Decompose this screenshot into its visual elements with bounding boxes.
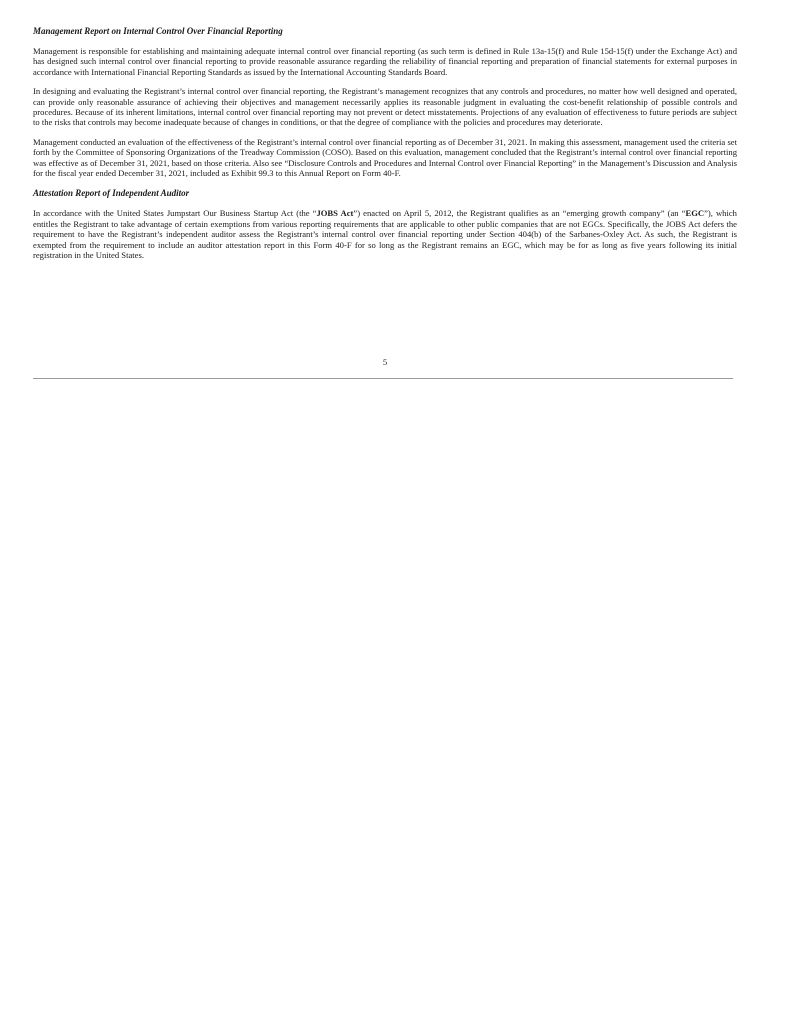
jobs-text-part3: ”), which entitles the Registrant to take advantage of certain exemptions from various reporting requirements that are applicable to other public companies that are not EGCs. Specifically, the JOBS Act defers the requirement to have the Registrant’s independent auditor assess the Registrant’s internal control over financial reporting under Section 404(b) of the Sarbanes-Oxley Act. As such, the Registrant is exempted from the requirement to include an auditor attestation report in this Form 40-F for so long as the Registrant remains an EGC, which may be for as long as five years following its initial registration in the United States. bbox=[33, 208, 737, 261]
section-heading-management-report: Management Report on Internal Control Over Financial Reporting bbox=[33, 26, 283, 36]
paragraph-management-responsibility: Management is responsible for establishing and maintaining adequate internal control over financial reporting (as such term is defined in Rule 13a-15(f) and Rule 15d-15(f) under the Exchange Act) and has designed such internal control over financial reporting to provide reasonable assurance regarding the reliability of financial reporting and preparation of financial statements for external purposes in accordance with International Financial Reporting Standards as issued by the International Accounting Standards Board. bbox=[33, 46, 737, 77]
page-number: 5 bbox=[382, 357, 388, 367]
paragraph-jobs-act-egc bbox=[33, 208, 737, 260]
paragraph-control-limitations: In designing and evaluating the Registrant’s internal control over financial reporting, the Registrant’s management recognizes that any controls and procedures, no matter how well designed and operated, can provide only reasonable assurance of achieving their objectives and management necessarily applies its reasonable judgment in evaluating the cost-benefit relationship of possible controls and procedures. Because of its inherent limitations, internal control over financial reporting may not prevent or detect misstatements. Projections of any evaluation of effectiveness to future periods are subject to the risks that controls may become inadequate because of changes in conditions, or that the degree of compliance with the policies and procedures may deteriorate. bbox=[33, 86, 737, 128]
jobs-text-part1: In accordance with the United States Jumpstart Our Business Startup Act (the “ bbox=[33, 208, 317, 219]
jobs-act-term: JOBS Act bbox=[316, 208, 354, 219]
egc-term: EGC bbox=[685, 208, 705, 219]
document-page bbox=[33, 25, 737, 367]
paragraph-effectiveness-evaluation: Management conducted an evaluation of the effectiveness of the Registrant’s internal control over financial reporting as of December 31, 2021. In making this assessment, management used the criteria set forth by the Committee of Sponsoring Organizations of the Treadway Commission (COSO). Based on this evaluation, management concluded that the Registrant’s internal control over financial reporting was effective as of December 31, 2021, based on those criteria. Also see “Disclosure Controls and Procedures and Internal Control over Financial Reporting” in the Management’s Discussion and Analysis for the fiscal year ended December 31, 2021, included as Exhibit 99.3 to this Annual Report on Form 40-F. bbox=[33, 136, 737, 179]
page-divider bbox=[33, 378, 733, 379]
jobs-text-part2: ”) enacted on April 5, 2012, the Registrant qualifies as an “emerging growth company” (an “ bbox=[353, 208, 686, 219]
section-heading-attestation-report: Attestation Report of Independent Auditor bbox=[33, 188, 190, 199]
